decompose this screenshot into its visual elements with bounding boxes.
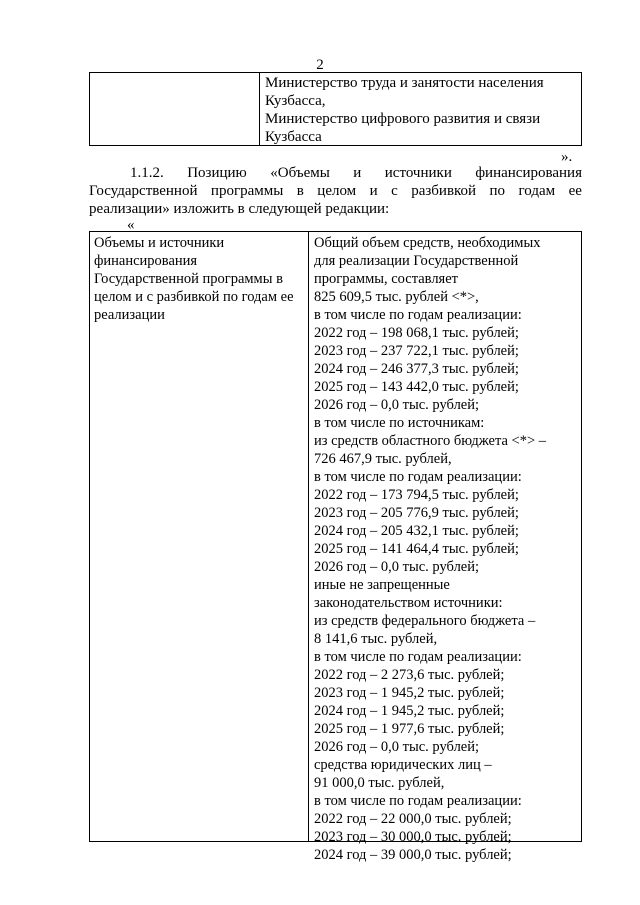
value-line: 726 467,9 тыс. рублей, (314, 451, 452, 467)
paragraph-word: Позицию (187, 165, 247, 181)
value-line: Общий объем средств, необходимых (314, 235, 541, 251)
value-line: 2024 год – 1 945,2 тыс. рублей; (314, 703, 505, 719)
value-line: 91 000,0 тыс. рублей, (314, 775, 445, 791)
label-line: целом и с разбивкой по годам ее (94, 289, 294, 305)
value-line: 2023 год – 205 776,9 тыс. рублей; (314, 505, 519, 521)
value-line: средства юридических лиц – (314, 757, 492, 773)
top-table-line: Министерство цифрового развития и связи (265, 111, 541, 127)
value-line: 2026 год – 0,0 тыс. рублей; (314, 739, 480, 755)
opening-quote: « (127, 217, 135, 233)
paragraph-word: программы (210, 183, 284, 199)
value-line: для реализации Государственной (314, 253, 519, 269)
label-line: Государственной программы в (94, 271, 283, 287)
value-line: 2025 год – 143 442,0 тыс. рублей; (314, 379, 519, 395)
top-table-line: Министерство труда и занятости населения (265, 75, 544, 91)
paragraph-word: в (296, 183, 304, 199)
paragraph-word: с (391, 183, 398, 199)
value-line: 2022 год – 2 273,6 тыс. рублей; (314, 667, 505, 683)
paragraph-text: реализации» изложить в следующей редакции: (89, 201, 390, 217)
value-line: 2024 год – 39 000,0 тыс. рублей; (314, 847, 512, 863)
value-line: 2022 год – 173 794,5 тыс. рублей; (314, 487, 519, 503)
top-table-line: Кузбасса (265, 129, 322, 145)
top-table-line: Кузбасса, (265, 93, 326, 109)
value-line: 2024 год – 246 377,3 тыс. рублей; (314, 361, 519, 377)
value-line: в том числе по годам реализации: (314, 469, 522, 485)
paragraph-word: и (369, 183, 378, 199)
label-line: финансирования (94, 253, 198, 269)
top-table-empty-cell (90, 73, 260, 145)
value-line: в том числе по годам реализации: (314, 307, 522, 323)
paragraph-word: финансирования (475, 165, 582, 181)
paragraph-word: по (489, 183, 506, 199)
value-line: из средств федерального бюджета – (314, 613, 536, 629)
paragraph-word: 1.1.2. (130, 165, 164, 181)
value-line: 2023 год – 1 945,2 тыс. рублей; (314, 685, 505, 701)
label-line: Объемы и источники (94, 235, 225, 251)
paragraph-line-1 (89, 164, 582, 182)
value-line: в том числе по годам реализации: (314, 649, 522, 665)
value-line: в том числе по источникам: (314, 415, 485, 431)
value-line: 825 609,5 тыс. рублей <*>, (314, 289, 479, 305)
value-line: 8 141,6 тыс. рублей, (314, 631, 438, 647)
paragraph-word: источники (384, 165, 452, 181)
value-line: законодательством источники: (314, 595, 503, 611)
value-line: 2025 год – 1 977,6 тыс. рублей; (314, 721, 505, 737)
paragraph-word: Государственной (89, 183, 198, 199)
value-line: 2022 год – 22 000,0 тыс. рублей; (314, 811, 512, 827)
paragraph-word: целом (317, 183, 357, 199)
value-line: 2025 год – 141 464,4 тыс. рублей; (314, 541, 519, 557)
value-line: иные не запрещенные (314, 577, 450, 593)
paragraph-word: разбивкой (411, 183, 477, 199)
value-line: программы, составляет (314, 271, 459, 287)
amendment-paragraph (89, 164, 582, 218)
value-line: 2023 год – 237 722,1 тыс. рублей; (314, 343, 519, 359)
financing-table (89, 231, 582, 863)
financing-table-label-cell (90, 232, 309, 841)
paragraph-word: «Объемы (270, 165, 330, 181)
responsible-executors-table (89, 72, 582, 146)
paragraph-word: годам (518, 183, 556, 199)
value-line: 2024 год – 205 432,1 тыс. рублей; (314, 523, 519, 539)
label-line: реализации (94, 307, 165, 323)
paragraph-word: и (353, 165, 362, 181)
value-line: 2023 год – 30 000,0 тыс. рублей; (314, 829, 512, 845)
value-line: в том числе по годам реализации: (314, 793, 522, 809)
value-line: 2026 год – 0,0 тыс. рублей; (314, 397, 480, 413)
financing-table-value-cell (309, 232, 581, 863)
closing-quote: ». (561, 149, 573, 165)
top-table-text-cell (260, 73, 581, 145)
paragraph-line-3 (89, 200, 582, 218)
paragraph-line-2 (89, 182, 582, 200)
value-line: 2022 год – 198 068,1 тыс. рублей; (314, 325, 519, 341)
page-number: 2 (316, 57, 324, 73)
value-line: 2026 год – 0,0 тыс. рублей; (314, 559, 480, 575)
paragraph-word: ее (568, 183, 582, 199)
value-line: из средств областного бюджета <*> – (314, 433, 547, 449)
